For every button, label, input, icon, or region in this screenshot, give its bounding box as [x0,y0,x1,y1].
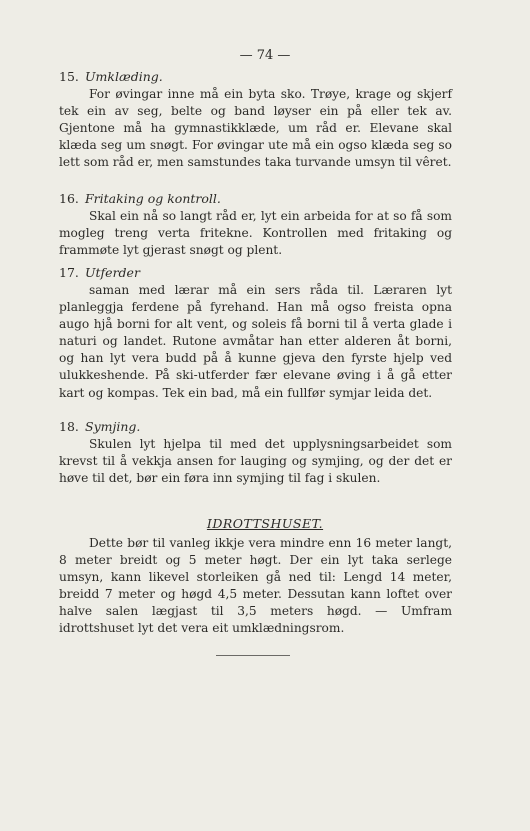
section-16 [59,190,452,259]
idrottshuset-heading: IDROTTSHUSET. [206,516,324,531]
section-text: For øvingar inne må ein byta sko. Trøye, krage og skjerf tek ein av seg, belte og band løyser ein på eller tek av. Gjentone må ha gymnastikklæde, um råd er. Elevane skal klæda seg um snøgt. For øvingar ute må ein ogso klæda seg so lett som råd er, men samstundes taka turvande umsyn til vêret. [59,87,452,170]
section-number: 18. [59,419,79,434]
section-title: Utferder [85,265,140,280]
section-title: Fritaking og kontroll. [85,191,221,206]
idrottshuset-text: Dette bør til vanleg ikkje vera mindre enn 16 meter langt, 8 meter breidt og 5 meter høgt. Der ein lyt taka serlege umsyn, kann likevel storleiken gå ned til: Lengd 14 meter, breidd 7 meter og høgd 4,5 meter. Dessutan kann loftet over halve salen lægjast til 3,5 meters høgd. — Umfram idrottshuset lyt det vera eit umklædningsrom. [59,536,452,636]
section-number: 15. [59,69,79,84]
section-number: 17. [59,265,79,280]
page-number: — 74 — [239,48,291,63]
section-18 [59,418,452,487]
idrottshuset-section [59,534,452,638]
closing-rule [216,655,290,656]
section-15 [59,68,452,171]
section-text: saman med lærar må ein sers råda til. Læraren lyt planleggja ferdene på fyrehand. Han må ogso freista opna augo hjå borni for alt vent, og soleis få borni til å verta glade i naturi og landet. Rutone avmåtar han etter alderen åt borni, og han lyt vera budd på å kunne gjeva den fyrste hjelp ved ulukkeshende. På ski-utferder fær elevane øving i å gå etter kart og kompas. Tek ein bad, må ein fullfør symjar leida det. [59,283,452,400]
section-text: Skulen lyt hjelpa til med det upplysningsarbeidet som krevst til å vekkja ansen for lauging og symjing, og der det er høve til det, bør ein føra inn symjing til fag i skulen. [59,437,452,486]
section-number: 16. [59,191,79,206]
section-17 [59,264,452,402]
section-title: Umklæding. [85,69,163,84]
section-text: Skal ein nå so langt råd er, lyt ein arbeida for at so få som mogleg treng verta fritekne. Kontrollen med fritaking og frammøte lyt gjerast snøgt og plent. [59,209,452,258]
section-title: Symjing. [85,419,141,434]
